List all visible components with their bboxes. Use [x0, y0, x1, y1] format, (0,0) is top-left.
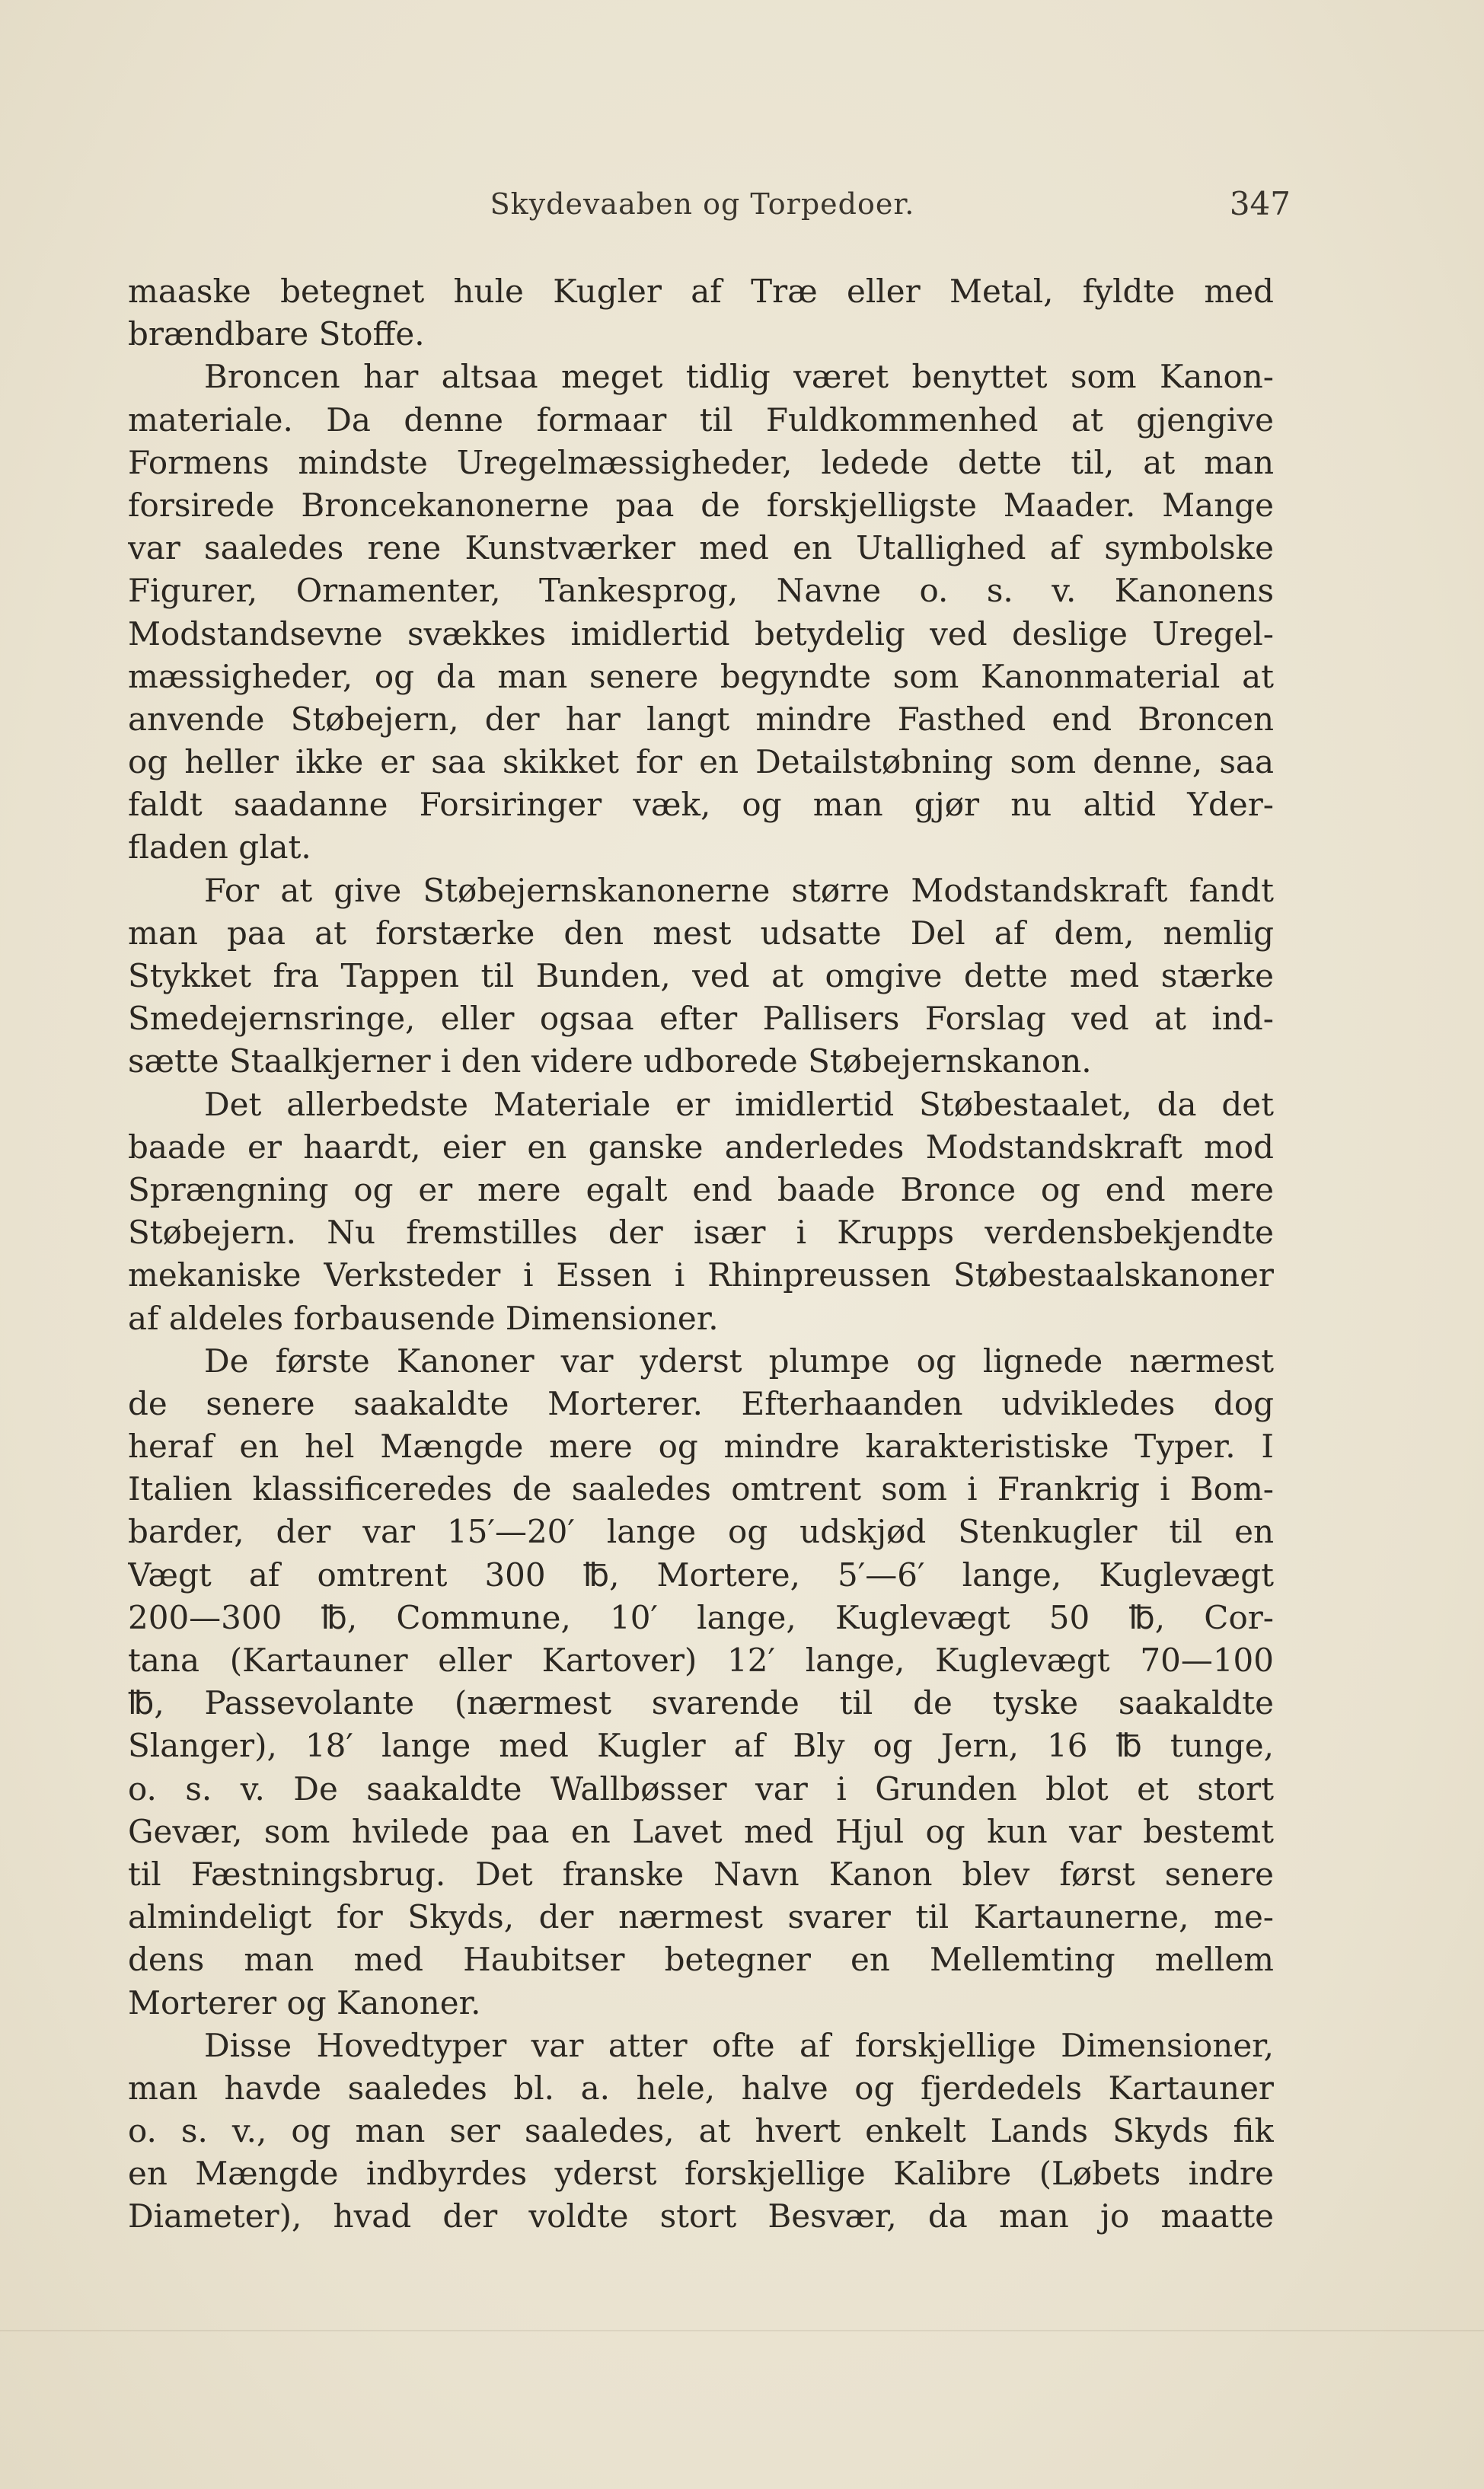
text-line: mekaniske Verksteder i Essen i Rhinpreussen Støbestaalskanoner: [128, 1256, 1274, 1294]
text-line: materiale. Da denne formaar til Fuldkommenhed at gjengive: [128, 400, 1274, 439]
text-line: af aldeles forbausende Dimensioner.: [128, 1299, 719, 1337]
text-line: baade er haardt, eier en ganske anderledes Modstandskraft mod: [128, 1128, 1274, 1166]
text-line: o. s. v., og man ser saaledes, at hvert enkelt Lands Skyds fik: [128, 2112, 1274, 2150]
text-line: Italien klassificeredes de saaledes omtrent som i Frankrig i Bom-: [128, 1470, 1274, 1508]
text-line: man havde saaledes bl. a. hele, halve og fjerdedels Kartauner: [128, 2069, 1274, 2107]
page-shading: [0, 2330, 1484, 2331]
text-line: Disse Hovedtyper var atter ofte af forskjellige Dimensioner,: [204, 2026, 1274, 2064]
text-line: forsirede Broncekanonerne paa de forskjelligste Maader. Mange: [128, 486, 1274, 524]
text-line: Smedejernsringe, eller ogsaa efter Pallisers Forslag ved at ind-: [128, 1000, 1274, 1038]
text-line: Vægt af omtrent 300 ℔, Mortere, 5′—6′ lange, Kuglevægt: [128, 1556, 1274, 1594]
text-line: anvende Støbejern, der har langt mindre Fasthed end Broncen: [128, 700, 1274, 738]
text-line: Gevær, som hvilede paa en Lavet med Hjul og kun var bestemt: [128, 1812, 1274, 1850]
text-line: Modstandsevne svækkes imidlertid betydelig ved deslige Uregel-: [128, 614, 1274, 653]
text-line: var saaledes rene Kunstværker med en Utallighed af symbolske: [128, 529, 1274, 567]
page-number: 347: [1229, 185, 1291, 222]
text-line: og heller ikke er saa skikket for en Detailstøbning som denne, saa: [128, 743, 1274, 781]
text-line: dens man med Haubitser betegner en Mellemting mellem: [128, 1941, 1274, 1979]
text-line: en Mængde indbyrdes yderst forskjellige Kalibre (Løbets indre: [128, 2155, 1274, 2193]
text-line: o. s. v. De saakaldte Wallbøsser var i Grunden blot et stort: [128, 1769, 1274, 1808]
text-line: ℔, Passevolante (nærmest svarende til de tyske saakaldte: [128, 1684, 1274, 1722]
text-line: brændbare Stoffe.: [128, 315, 425, 353]
text-line: man paa at forstærke den mest udsatte Del af dem, nemlig: [128, 914, 1274, 952]
text-line: maaske betegnet hule Kugler af Træ eller Metal, fyldte med: [128, 273, 1274, 310]
text-line: For at give Støbejernskanonerne større Modstandskraft fandt: [204, 871, 1274, 909]
running-head: [114, 181, 1291, 227]
text-line: 200—300 ℔, Commune, 10′ lange, Kuglevægt 50 ℔, Cor-: [128, 1598, 1274, 1636]
text-line: mæssigheder, og da man senere begyndte som Kanonmaterial at: [128, 657, 1274, 695]
text-line: Sprængning og er mere egalt end baade Bronce og end mere: [128, 1170, 1274, 1208]
text-line: faldt saadanne Forsiringer væk, og man gjør nu altid Yder-: [128, 786, 1274, 824]
text-line: fladen glat.: [128, 828, 311, 866]
text-line: Støbejern. Nu fremstilles der især i Krupps verdensbekjendte: [128, 1214, 1274, 1252]
text-line: sætte Staalkjerner i den videre udborede Støbejernskanon.: [128, 1042, 1092, 1080]
text-line: tana (Kartauner eller Kartover) 12′ lange, Kuglevægt 70—100: [128, 1642, 1274, 1679]
text-line: Diameter), hvad der voldte stort Besvær, da man jo maatte: [128, 2197, 1274, 2235]
text-line: De første Kanoner var yderst plumpe og lignede nærmest: [204, 1342, 1274, 1380]
body-text: [128, 270, 1274, 2239]
text-line: til Fæstningsbrug. Det franske Navn Kanon blev først senere: [128, 1855, 1274, 1893]
text-line: Broncen har altsaa meget tidlig været benyttet som Kanon-: [204, 358, 1274, 396]
text-line: Slanger), 18′ lange med Kugler af Bly og Jern, 16 ℔ tunge,: [128, 1727, 1274, 1765]
text-line: Figurer, Ornamenter, Tankesprog, Navne o. s. v. Kanonens: [128, 572, 1274, 610]
running-title: Skydevaaben og Torpedoer.: [490, 187, 915, 221]
text-line: de senere saakaldte Morterer. Efterhaanden udvikledes dog: [128, 1384, 1274, 1422]
text-line: Det allerbedste Materiale er imidlertid Støbestaalet, da det: [204, 1085, 1274, 1123]
text-line: Morterer og Kanoner.: [128, 1983, 481, 2022]
text-line: barder, der var 15′—20′ lange og udskjød Stenkugler til en: [128, 1513, 1274, 1551]
text-line: Stykket fra Tappen til Bunden, ved at omgive dette med stærke: [128, 957, 1274, 994]
text-line: almindeligt for Skyds, der nærmest svarer til Kartaunerne, me-: [128, 1898, 1274, 1936]
text-line: heraf en hel Mængde mere og mindre karakteristiske Typer. I: [128, 1428, 1274, 1466]
text-line: Formens mindste Uregelmæssigheder, ledede dette til, at man: [128, 443, 1274, 481]
